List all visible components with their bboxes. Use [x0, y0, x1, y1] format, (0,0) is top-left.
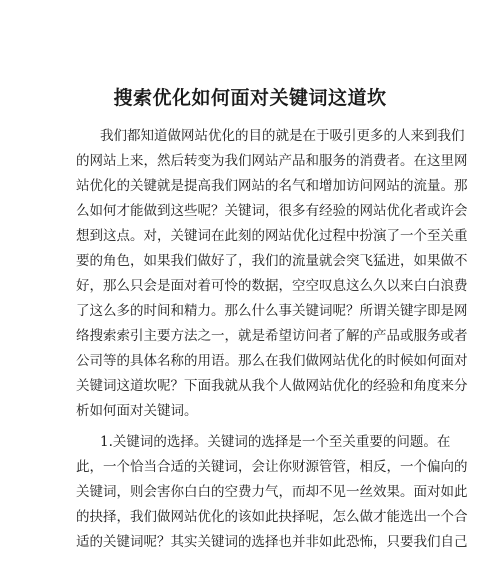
body-text-line: 我们都知道做网站优化的目的就是在于吸引更多的人来到我们: [100, 128, 465, 144]
body-text-line: 的抉择，我们做网站优化的该如此抉择呢，怎么做才能选出一个合: [76, 509, 468, 525]
body-text-line: 了这么多的时间和精力。那么什么事关键词呢？所谓关键字即是网: [76, 303, 468, 319]
body-text-line: 此，一个恰当合适的关键词，会让你财源管管，相反，一个偏向的: [76, 459, 468, 475]
body-text-line: 1.关键词的选择。关键词的选择是一个至关重要的问题。在: [100, 434, 451, 450]
body-text-line: 公司等的具体名称的用语。那么在我们做网站优化的时候如何面对: [76, 353, 468, 369]
body-text-line: 想到这点。对，关键词在此刻的网站优化过程中扮演了一个至关重: [76, 228, 468, 244]
body-text-line: 站优化的关键就是提高我们网站的名气和增加访问网站的流量。那: [76, 178, 468, 194]
body-text-line: 适的关键词呢？其实关键词的选择也并非如此恐怖，只要我们自己: [76, 534, 468, 550]
body-text-line: 析如何面对关键词。: [76, 403, 198, 419]
body-text-line: 要的角色，如果我们做好了，我们的流量就会突飞猛进，如果做不: [76, 253, 468, 269]
body-text-line: 好，那么只会是面对着可怜的数据，空空叹息这么久以来白白浪费: [76, 278, 468, 294]
body-text-line: 的网站上来，然后转变为我们网站产品和服务的消费者。在这里网: [76, 153, 468, 169]
body-text-line: 关键词，则会害你白白的空费力气，而却不见一丝效果。面对如此: [76, 484, 468, 500]
document-title: 搜索优化如何面对关键词这道坎: [113, 87, 387, 109]
body-text-line: 么如何才能做到这些呢？关键词，很多有经验的网站优化者或许会: [76, 203, 468, 219]
body-text-line: 络搜索索引主要方法之一，就是希望访问者了解的产品或服务或者: [76, 328, 468, 344]
body-text-line: 关键词这道坎呢？下面我就从我个人做网站优化的经验和角度来分: [76, 378, 468, 394]
